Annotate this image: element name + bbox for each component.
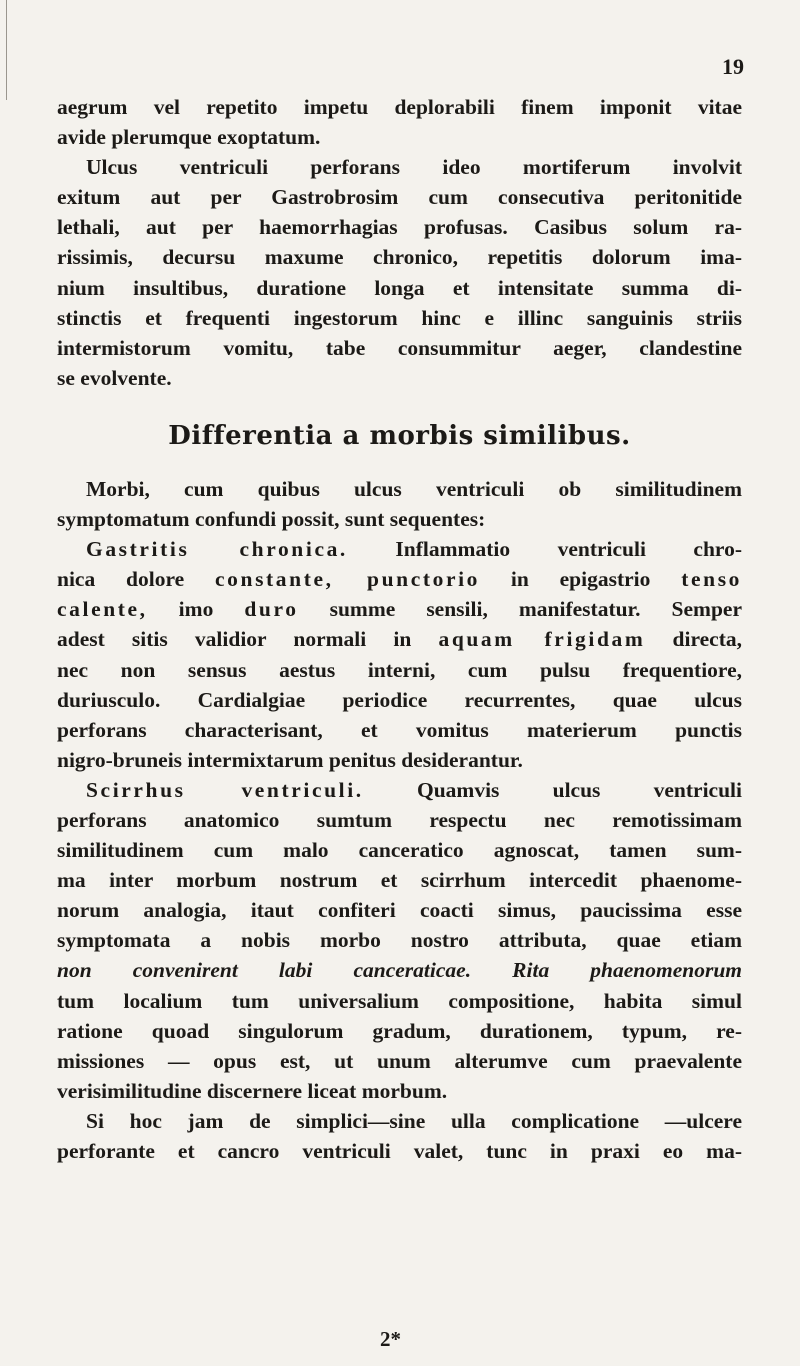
emphasis-constante-punctorio: constante, punctorio [215,567,481,592]
text-line: intermistorum vomitu, tabe consummitur aeger, clandestine [57,335,742,360]
text-line: symptomatum confundi possit, sunt sequentes: [57,507,486,532]
text-line: missiones — opus est, ut unum alterumve cum praevalente [57,1048,742,1073]
text-line: tum localium tum universalium compositione, habita simul [57,988,742,1013]
paragraph-morbi [57,474,742,534]
text-line: rissimis, decursu maxume chronico, repetitis dolorum ima- [57,245,742,270]
text-line: ratione quoad singulorum gradum, durationem, typum, re- [57,1018,742,1043]
page-body [57,92,742,1166]
page-number: 19 [722,54,744,79]
signature-mark: 2* [380,1327,401,1351]
text-line: avide plerumque exoptatum. [57,125,321,150]
emphasis-tenso: tenso [681,567,743,592]
term-scirrhus-ventriculi: Scirrhus ventriculi. [86,777,364,802]
emphasis-calente: calente, [57,597,148,622]
text-line: Ulcus ventriculi perforans ideo mortiferum involvit [86,155,742,180]
text-line: adest sitis validior normali in aquam frigidam directa, [57,627,742,652]
text-line: ma inter morbum nostrum et scirrhum intercedit phaenome- [57,868,742,893]
text-line: stinctis et frequenti ingestorum hinc e illinc sanguinis striis [57,305,742,330]
text-line: nica dolore constante, punctorio in epigastrio tenso [57,567,743,592]
emphasis-duro: duro [244,597,299,622]
text-line: Morbi, cum quibus ulcus ventriculi ob similitudinem [86,476,742,501]
text-line: nium insultibus, duratione longa et intensitate summa di- [57,275,742,300]
page-edge [0,0,7,100]
text-line: se evolvente. [57,365,172,390]
text-line: norum analogia, itaut confiteri coacti simus, paucissima esse [57,898,742,923]
text-line: exitum aut per Gastrobrosim cum consecutiva peritonitide [57,185,742,210]
text-line: nec non sensus aestus interni, cum pulsu frequentiore, [57,657,742,682]
text-line: aegrum vel repetito impetu deplorabili finem imponit vitae [57,95,742,119]
text-line: Scirrhus ventriculi. Quamvis ulcus ventriculi [86,777,742,802]
paragraph-scirrhus [57,775,742,1106]
paragraph-ulcus [57,152,742,393]
paragraph-continuation [57,92,742,152]
section-heading: Differentia a morbis similibus. [168,420,631,451]
text-line: symptomata a nobis morbo nostro attributa, quae etiam [57,928,742,953]
text-line: perforans anatomico sumtum respectu nec remotissimam [57,807,742,832]
text-line: perforante et cancro ventriculi valet, tunc in praxi eo ma- [57,1139,742,1163]
emphasis-aquam-frigidam: aquam frigidam [438,627,646,652]
text-line: Si hoc jam de simplici—sine ulla complicatione —ulcere [86,1108,742,1133]
paragraph-si-hoc [57,1106,742,1166]
text-line: verisimilitudine discernere liceat morbum. [57,1078,448,1103]
text-line: similitudinem cum malo canceratico agnoscat, tamen sum- [57,838,742,863]
paragraph-gastritis [57,534,742,775]
text-line: duriusculo. Cardialgiae periodice recurrentes, quae ulcus [57,687,742,712]
text-line: Gastritis chronica. Inflammatio ventriculi chro- [86,537,742,562]
text-line: calente, imo duro summe sensili, manifestatur. Semper [57,597,742,622]
text-line: lethali, aut per haemorrhagias profusas. Casibus solum ra- [57,215,742,240]
text-line: perforans characterisant, et vomitus materierum punctis [57,717,742,742]
term-gastritis-chronica: Gastritis chronica. [86,537,348,562]
text-line: non convenirent labi canceraticae. Rita phaenomenorum [57,958,742,983]
text-line: nigro-bruneis intermixtarum penitus desiderantur. [57,747,523,772]
